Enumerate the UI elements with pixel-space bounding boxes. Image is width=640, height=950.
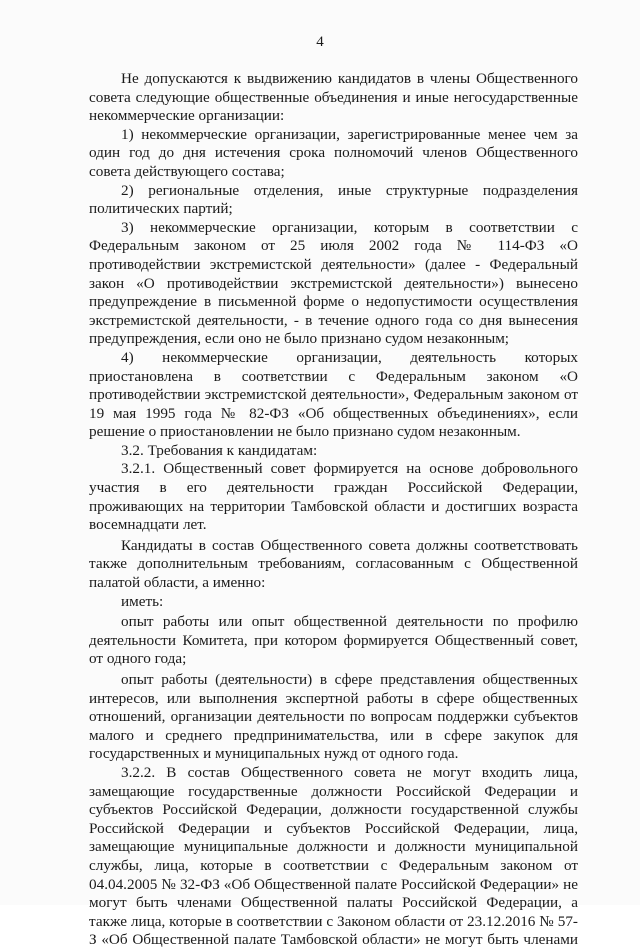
paragraph-have: иметь: xyxy=(121,592,164,610)
list-item-2: 2) региональные отделения, иные структурные подразделения политических партий; xyxy=(89,181,578,218)
page-number: 4 xyxy=(316,34,324,50)
clause-3-2-2: 3.2.2. В состав Общественного совета не могут входить лица, замещающие государственные должности Российской Федерации и субъектов Российской Федерации, должности государственной службы Российской Федерации и субъектов Российской Федерации, лица, замещающие муниципальные должности и должности муниципальной службы, лица, которые в соответствии с Федеральным законом от 04.04.2005 № 32-ФЗ «Об Общественной палате Российской Федерации» не могут быть членами Общественной палаты Российской Федерации, а также лица, которые в соответствии с Законом области от 23.12.2016 № 57-З «Об Общественной палате Тамбовской области» не могут быть членами xyxy=(89,763,578,949)
list-item-3: 3) некоммерческие организации, которым в соответствии с Федеральным законом от 25 июля 2002 года № 114-ФЗ «О противодействии экстремистской деятельности» (далее - Федеральный закон «О противодействии экстремистской деятельности») вынесено предупреждение в письменной форме о недопустимости осуществления экстремистской деятельности, - в течение одного года со дня вынесения предупреждения, если оно не было признано судом незаконным; xyxy=(89,218,578,348)
list-item-1: 1) некоммерческие организации, зарегистрированные менее чем за один год до дня истечения срока полномочий членов Общественного совета действующего состава; xyxy=(89,125,578,180)
clause-3-2-1: 3.2.1. Общественный совет формируется на основе добровольного участия в его деятельности граждан Российской Федерации, проживающих на территории Тамбовской области и достигших возраста восемнадцати лет. xyxy=(89,460,578,534)
section-heading-3-2: 3.2. Требования к кандидатам: xyxy=(121,441,318,459)
paragraph-intro: Не допускаются к выдвижению кандидатов в члены Общественного совета следующие общественные объединения и иные негосударственные некоммерческие организации: xyxy=(89,70,578,125)
requirement-experience-public: опыт работы (деятельности) в сфере представления общественных интересов, или выполнения экспертной работы в сфере общественных отношений, организации деятельности по вопросам поддержки субъектов малого и среднего предпринимательства, или в сфере закупок для государственных и муниципальных нужд от одного года. xyxy=(89,671,578,763)
document-body xyxy=(89,70,578,950)
list-item-4: 4) некоммерческие организации, деятельность которых приостановлена в соответствии с Федеральным законом «О противодействии экстремистской деятельности», Федеральным законом от 19 мая 1995 года № 82-ФЗ «Об общественных объединениях», если решение о приостановлении не было признано судом незаконным. xyxy=(89,348,578,441)
requirement-experience-profile: опыт работы или опыт общественной деятельности по профилю деятельности Комитета, при котором формируется Общественный совет, от одного года; xyxy=(89,613,578,668)
paragraph-requirements: Кандидаты в состав Общественного совета должны соответствовать также дополнительным требованиям, согласованным с Общественной палатой области, а именно: xyxy=(89,536,578,592)
